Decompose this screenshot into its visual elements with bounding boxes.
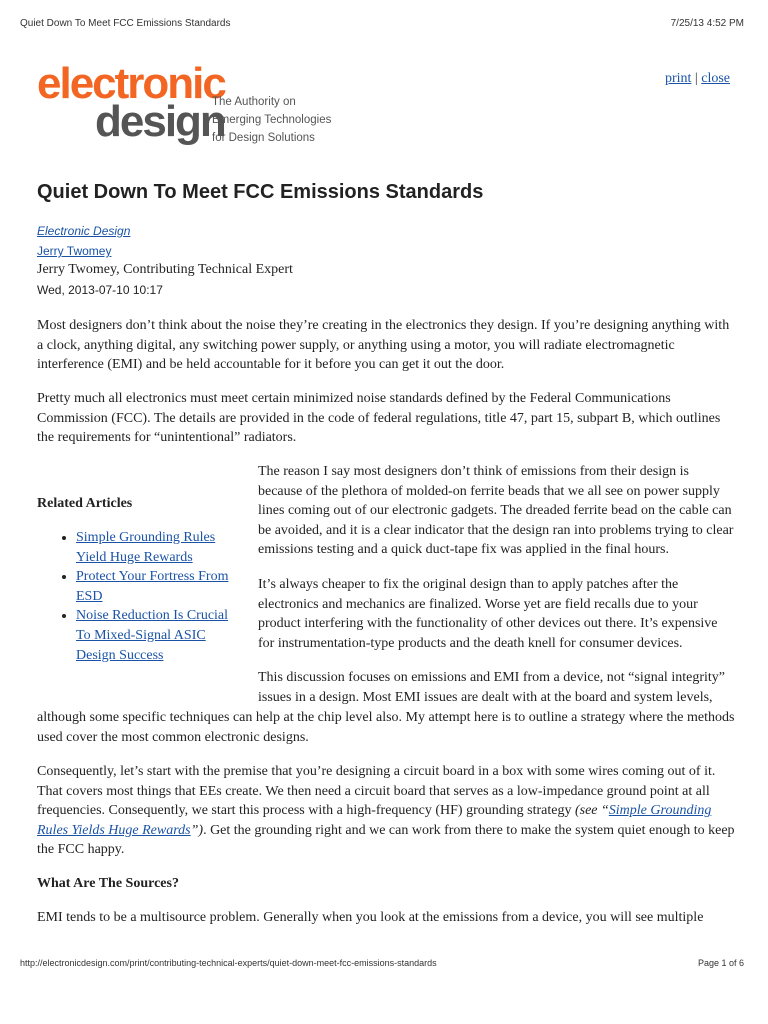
print-footer-url: http://electronicdesign.com/print/contributing-technical-experts/quiet-down-meet-fcc-emissions-standards	[20, 958, 437, 968]
paragraph-3: The reason I say most designers don’t think of emissions from their design is because of the plethora of molded-on ferrite beads that we all see on power supply lines coming out of our electronic gadgets. The dreaded ferrite bead on the cable can be avoided, and it is a clear indicator that the design ran into problems trying to clear emissions testing and a quick duct-tape fix was applied in the final hours.	[258, 464, 734, 558]
paragraph-5-part-1: This discussion focuses on emissions and EMI from a device, not “signal integrity” issues in a design. Most EMI issues are dealt with at the board and system levels,	[258, 670, 725, 705]
paragraph-6-see-open: (see “	[574, 803, 609, 819]
author-link[interactable]: Jerry Twomey	[37, 244, 112, 258]
logo-tagline	[212, 93, 331, 147]
tagline-line-3: for Design Solutions	[212, 132, 315, 144]
paragraph-2: Pretty much all electronics must meet certain minimized noise standards defined by the Federal Communications Commission (FCC). The details are provided in the code of federal regulations, title 47, part 15, subpart B, which outlines the requirements for “unintentional” radiators.	[37, 391, 721, 446]
related-articles	[37, 496, 237, 665]
print-header-title: Quiet Down To Meet FCC Emissions Standards	[20, 18, 231, 29]
related-item	[76, 606, 237, 665]
related-articles-heading: Related Articles	[37, 496, 133, 511]
paragraph-6	[37, 762, 737, 860]
paragraph-6-see-close: ”)	[190, 822, 204, 838]
tagline-line-2: Emerging Technologies	[212, 114, 332, 126]
paragraph-5-part-2: although some specific techniques can help at the chip level also. My attempt here is to outline a strategy where the methods used cover the most common electronic designs.	[37, 710, 735, 745]
paragraph-6-text: Consequently, let’s start with the premise that you’re designing a circuit board in a box with some wires coming out of it. That covers most things that EEs create. We then need a circuit board that serves as a low-impedance ground point at all frequencies. Consequently, we start this process with a high-frequency (HF) grounding strategy	[37, 764, 716, 819]
logo-word-electronic: electronic	[37, 59, 225, 108]
paragraph-1: Most designers don’t think about the noise they’re creating in the electronics they design. If you’re designing anything with a clock, anything digital, any switching power supply, or anything using a motor, you will radiate electromagnetic interference (EMI) and be held accountable for it before you can get it out the door.	[37, 318, 730, 373]
section-heading-sources: What Are The Sources?	[37, 876, 179, 891]
top-links	[665, 71, 730, 87]
close-link[interactable]: close	[701, 71, 730, 86]
related-articles-list	[37, 528, 237, 665]
print-footer-page: Page 1 of 6	[697, 958, 744, 968]
paragraph-4: It’s always cheaper to fix the original design than to apply patches after the electronics and mechanics are finalized. Worse yet are field recalls due to your product interfering with the functionality of other devices out there. It’s expensive for instrumentation-type products and the death knell for consumer devices.	[258, 577, 718, 651]
author-line: Jerry Twomey, Contributing Technical Expert	[37, 262, 293, 277]
print-link[interactable]: print	[664, 71, 692, 86]
related-link-esd[interactable]: Protect Your Fortress From ESD	[76, 569, 229, 604]
related-item	[76, 528, 237, 567]
inline-link-grounding-rules[interactable]: Simple Grounding Rules Yields Huge Rewards	[37, 803, 712, 838]
tagline-line-1: The Authority on	[212, 96, 296, 108]
print-header-timestamp: 7/25/13 4:52 PM	[670, 18, 744, 29]
article-title: Quiet Down To Meet FCC Emissions Standards	[37, 181, 484, 203]
source-link[interactable]: Electronic Design	[37, 224, 131, 238]
logo-word-design: design	[95, 97, 225, 146]
links-separator: |	[691, 71, 702, 86]
paragraph-6-text-end: . Get the grounding right and we can work from there to make the system quiet enough to keep the FCC happy.	[37, 822, 735, 858]
publish-date: Wed, 2013-07-10 10:17	[37, 283, 163, 297]
related-link-noise-reduction[interactable]: Noise Reduction Is Crucial To Mixed-Signal ASIC Design Success	[76, 608, 229, 663]
paragraph-7: EMI tends to be a multisource problem. Generally when you look at the emissions from a device, you will see multiple	[37, 910, 704, 925]
related-link-grounding[interactable]: Simple Grounding Rules Yield Huge Rewards	[76, 530, 216, 565]
related-item	[76, 567, 237, 606]
